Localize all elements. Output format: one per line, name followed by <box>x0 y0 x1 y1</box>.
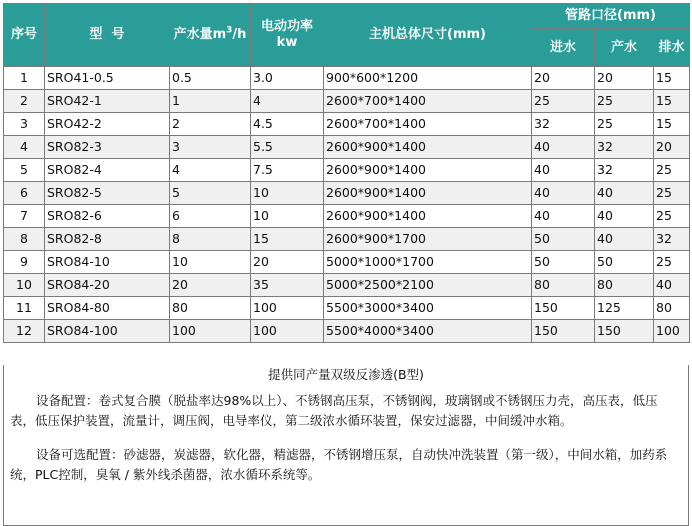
header-pipe-in: 进水 <box>532 29 595 67</box>
cell-size: 2600*900*1400 <box>324 159 532 182</box>
cell-model: SRO84-80 <box>45 297 170 320</box>
table-row <box>4 67 690 90</box>
notes-optional: 设备可选配置：砂滤器，炭滤器，软化器，精滤器，不锈钢增压泵，自动快冲洗装置（第一级），中间水箱，加药系统，PLC控制，臭氧 / 紫外线杀菌器，浓水循环系统等。 <box>10 447 668 482</box>
cell-flow: 5 <box>170 182 251 205</box>
header-pipe-drain-label: 排水 <box>658 40 685 55</box>
cell-pipe-out: 50 <box>595 251 654 274</box>
cell-flow: 3 <box>170 136 251 159</box>
cell-pipe-out: 32 <box>595 136 654 159</box>
cell-size: 5000*1000*1700 <box>324 251 532 274</box>
cell-no: 8 <box>4 228 45 251</box>
cell-pipe-out: 20 <box>595 67 654 90</box>
cell-pipe-in: 80 <box>532 274 595 297</box>
notes-panel <box>3 365 689 526</box>
cell-power: 7.5 <box>251 159 324 182</box>
cell-pipe-in: 40 <box>532 205 595 228</box>
header-size: 主机总体尺寸(mm) <box>324 4 532 67</box>
cell-pipe-in: 150 <box>532 297 595 320</box>
header-output-prefix: 产水量m <box>173 27 227 42</box>
cell-power: 35 <box>251 274 324 297</box>
table-row <box>4 205 690 228</box>
cell-size: 2600*900*1400 <box>324 182 532 205</box>
cell-pipe-out: 80 <box>595 274 654 297</box>
cell-pipe-in: 25 <box>532 90 595 113</box>
header-pipe-drain <box>654 29 690 67</box>
cell-pipe-drain: 20 <box>654 136 690 159</box>
cell-size: 5500*4000*3400 <box>324 320 532 343</box>
cell-model: SRO82-4 <box>45 159 170 182</box>
cell-no: 9 <box>4 251 45 274</box>
cell-no: 1 <box>4 67 45 90</box>
spec-table <box>3 3 690 343</box>
header-model: 型 号 <box>45 4 170 67</box>
table-row <box>4 320 690 343</box>
cell-size: 5500*3000*3400 <box>324 297 532 320</box>
cell-size: 2600*700*1400 <box>324 113 532 136</box>
cell-power: 5.5 <box>251 136 324 159</box>
header-seq: 序号 <box>4 4 45 67</box>
header-pipe-group: 管路口径(mm) <box>532 4 690 29</box>
table-row <box>4 251 690 274</box>
cell-model: SRO84-10 <box>45 251 170 274</box>
cell-power: 10 <box>251 205 324 228</box>
cell-size: 2600*900*1700 <box>324 228 532 251</box>
cell-flow: 8 <box>170 228 251 251</box>
table-row <box>4 297 690 320</box>
cell-pipe-in: 150 <box>532 320 595 343</box>
header-pipe-out: 产水 <box>595 29 654 67</box>
cell-flow: 0.5 <box>170 67 251 90</box>
cell-no: 6 <box>4 182 45 205</box>
cell-no: 12 <box>4 320 45 343</box>
cell-power: 10 <box>251 182 324 205</box>
cell-pipe-drain: 25 <box>654 205 690 228</box>
cell-model: SRO82-6 <box>45 205 170 228</box>
cell-pipe-out: 40 <box>595 205 654 228</box>
cell-no: 4 <box>4 136 45 159</box>
table-row <box>4 228 690 251</box>
table-row <box>4 274 690 297</box>
cell-no: 7 <box>4 205 45 228</box>
cell-size: 2600*900*1400 <box>324 205 532 228</box>
cell-power: 15 <box>251 228 324 251</box>
cell-size: 2600*700*1400 <box>324 90 532 113</box>
cell-pipe-out: 150 <box>595 320 654 343</box>
cell-model: SRO42-1 <box>45 90 170 113</box>
cell-no: 3 <box>4 113 45 136</box>
cell-power: 100 <box>251 320 324 343</box>
cell-no: 11 <box>4 297 45 320</box>
cell-no: 10 <box>4 274 45 297</box>
spec-sheet <box>3 3 689 526</box>
cell-power: 4 <box>251 90 324 113</box>
cell-pipe-drain: 25 <box>654 159 690 182</box>
cell-model: SRO84-20 <box>45 274 170 297</box>
table-header <box>4 4 690 67</box>
header-output-sup: 3 <box>226 25 233 36</box>
cell-pipe-out: 25 <box>595 113 654 136</box>
header-power <box>251 4 324 67</box>
cell-flow: 10 <box>170 251 251 274</box>
cell-no: 5 <box>4 159 45 182</box>
cell-no: 2 <box>4 90 45 113</box>
table-row <box>4 90 690 113</box>
cell-pipe-drain: 15 <box>654 90 690 113</box>
cell-pipe-drain: 25 <box>654 182 690 205</box>
cell-pipe-out: 40 <box>595 182 654 205</box>
cell-power: 100 <box>251 297 324 320</box>
cell-pipe-in: 40 <box>532 136 595 159</box>
header-output-suffix: /h <box>232 27 247 42</box>
table-row <box>4 159 690 182</box>
cell-size: 5000*2500*2100 <box>324 274 532 297</box>
cell-pipe-out: 125 <box>595 297 654 320</box>
cell-model: SRO42-2 <box>45 113 170 136</box>
cell-pipe-drain: 32 <box>654 228 690 251</box>
cell-power: 20 <box>251 251 324 274</box>
cell-pipe-out: 32 <box>595 159 654 182</box>
cell-size: 2600*900*1400 <box>324 136 532 159</box>
cell-pipe-drain: 40 <box>654 274 690 297</box>
table-body <box>4 67 690 343</box>
cell-pipe-drain: 25 <box>654 251 690 274</box>
cell-pipe-drain: 15 <box>654 113 690 136</box>
cell-model: SRO84-100 <box>45 320 170 343</box>
cell-pipe-in: 50 <box>532 228 595 251</box>
header-power-line1: 电动功率 <box>260 19 313 34</box>
notes-title: 提供同产量双级反渗透(B型) <box>268 367 424 382</box>
cell-pipe-drain: 80 <box>654 297 690 320</box>
cell-pipe-out: 40 <box>595 228 654 251</box>
cell-model: SRO82-5 <box>45 182 170 205</box>
notes-config: 设备配置：卷式复合膜（脱盐率达98%以上）、不锈钢高压泵，不锈钢阀，玻璃钢或不锈钢压力壳，高压表，低压表，低压保护装置，流量计，调压阀，电导率仪，第二级浓水循环装置，保安过滤器，中间缓冲水箱。 <box>10 393 658 428</box>
cell-flow: 6 <box>170 205 251 228</box>
cell-pipe-in: 32 <box>532 113 595 136</box>
cell-model: SRO82-3 <box>45 136 170 159</box>
cell-pipe-drain: 15 <box>654 67 690 90</box>
cell-model: SRO82-8 <box>45 228 170 251</box>
cell-flow: 1 <box>170 90 251 113</box>
cell-size: 900*600*1200 <box>324 67 532 90</box>
cell-pipe-drain: 100 <box>654 320 690 343</box>
cell-flow: 4 <box>170 159 251 182</box>
cell-flow: 2 <box>170 113 251 136</box>
table-row <box>4 182 690 205</box>
cell-flow: 80 <box>170 297 251 320</box>
cell-flow: 100 <box>170 320 251 343</box>
cell-power: 3.0 <box>251 67 324 90</box>
cell-pipe-in: 50 <box>532 251 595 274</box>
cell-flow: 20 <box>170 274 251 297</box>
table-row <box>4 136 690 159</box>
header-power-line2: kw <box>276 35 298 50</box>
cell-power: 4.5 <box>251 113 324 136</box>
table-row <box>4 113 690 136</box>
cell-pipe-in: 20 <box>532 67 595 90</box>
cell-model: SRO41-0.5 <box>45 67 170 90</box>
cell-pipe-out: 25 <box>595 90 654 113</box>
cell-pipe-in: 40 <box>532 159 595 182</box>
header-output <box>170 4 251 67</box>
cell-pipe-in: 40 <box>532 182 595 205</box>
